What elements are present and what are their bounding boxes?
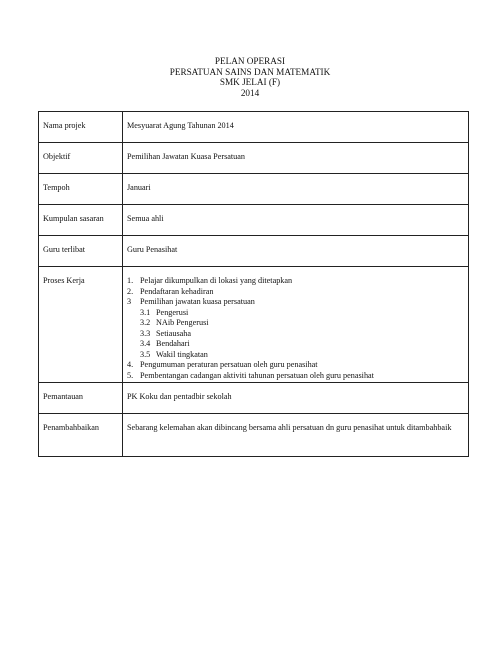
process-steps-list-continued	[127, 360, 462, 381]
value-objektif: Pemilihan Jawatan Kuasa Persatuan	[123, 143, 469, 174]
row-guru-terlibat	[39, 236, 469, 267]
step-number: 4.	[127, 360, 134, 369]
substep-text: Wakil tingkatan	[156, 349, 208, 359]
step-text: Pengumuman peraturan persatuan oleh guru penasihat	[140, 360, 318, 369]
step-text: Pembentangan cadangan aktiviti tahunan persatuan oleh guru penasihat	[140, 370, 374, 380]
label-kumpulan-sasaran: Kumpulan sasaran	[39, 205, 123, 236]
row-nama-projek	[39, 112, 469, 143]
substep-number: 3.5	[140, 349, 151, 359]
value-penambahbaikan: Sebarang kelemahan akan dibincang bersama ahli persatuan dn guru penasihat untuk ditambahbaik	[123, 414, 469, 457]
document-header	[0, 56, 500, 98]
step-number: 3	[127, 297, 132, 306]
substep-text: NAib Pengerusi	[156, 318, 209, 327]
substep-text: Setiausaha	[156, 328, 192, 338]
list-item	[127, 360, 462, 371]
list-item	[127, 287, 462, 298]
row-tempoh	[39, 174, 469, 205]
process-steps-list	[127, 276, 462, 308]
row-kumpulan-sasaran	[39, 205, 469, 236]
header-organization: PERSATUAN SAINS DAN MATEMATIK	[169, 66, 331, 77]
list-item	[140, 318, 462, 329]
label-proses-kerja: Proses Kerja	[39, 267, 123, 383]
operation-plan-table	[38, 111, 469, 457]
list-item	[127, 371, 462, 382]
value-nama-projek: Mesyuarat Agung Tahunan 2014	[123, 112, 469, 143]
value-pemantauan: PK Koku dan pentadbir sekolah	[123, 383, 469, 414]
substep-number: 3.3	[140, 328, 151, 338]
list-item	[140, 339, 462, 350]
label-penambahbaikan: Penambahbaikan	[39, 414, 123, 457]
label-guru-terlibat: Guru terlibat	[39, 236, 123, 267]
list-item	[127, 297, 462, 308]
row-pemantauan	[39, 383, 469, 414]
header-year: 2014	[240, 87, 260, 98]
substep-number: 3.4	[140, 339, 151, 348]
value-tempoh: Januari	[123, 174, 469, 205]
list-item	[140, 329, 462, 340]
label-nama-projek: Nama projek	[39, 112, 123, 143]
header-title: PELAN OPERASI	[214, 56, 286, 66]
step-text: Pendaftaran kehadiran	[140, 286, 214, 296]
value-proses-kerja	[123, 267, 469, 383]
value-kumpulan-sasaran: Semua ahli	[123, 205, 469, 236]
row-objektif	[39, 143, 469, 174]
list-item	[127, 276, 462, 287]
label-objektif: Objektif	[39, 143, 123, 174]
substep-text: Bendahari	[156, 339, 190, 348]
step-number: 1.	[127, 276, 134, 285]
row-proses-kerja	[39, 267, 469, 383]
step-text: Pelajar dikumpulkan di lokasi yang ditetapkan	[140, 276, 293, 285]
list-item	[140, 350, 462, 361]
label-tempoh: Tempoh	[39, 174, 123, 205]
value-guru-terlibat: Guru Penasihat	[123, 236, 469, 267]
row-penambahbaikan	[39, 414, 469, 457]
label-pemantauan: Pemantauan	[39, 383, 123, 414]
substep-number: 3.1	[140, 307, 151, 317]
header-school: SMK JELAI (F)	[219, 77, 281, 88]
step-text: Pemilihan jawatan kuasa persatuan	[140, 297, 255, 306]
step-number: 2.	[127, 286, 134, 296]
substep-number: 3.2	[140, 318, 151, 327]
substep-text: Pengerusi	[156, 307, 189, 317]
process-substeps-list	[127, 308, 462, 361]
list-item	[140, 308, 462, 319]
step-number: 5.	[127, 370, 134, 380]
